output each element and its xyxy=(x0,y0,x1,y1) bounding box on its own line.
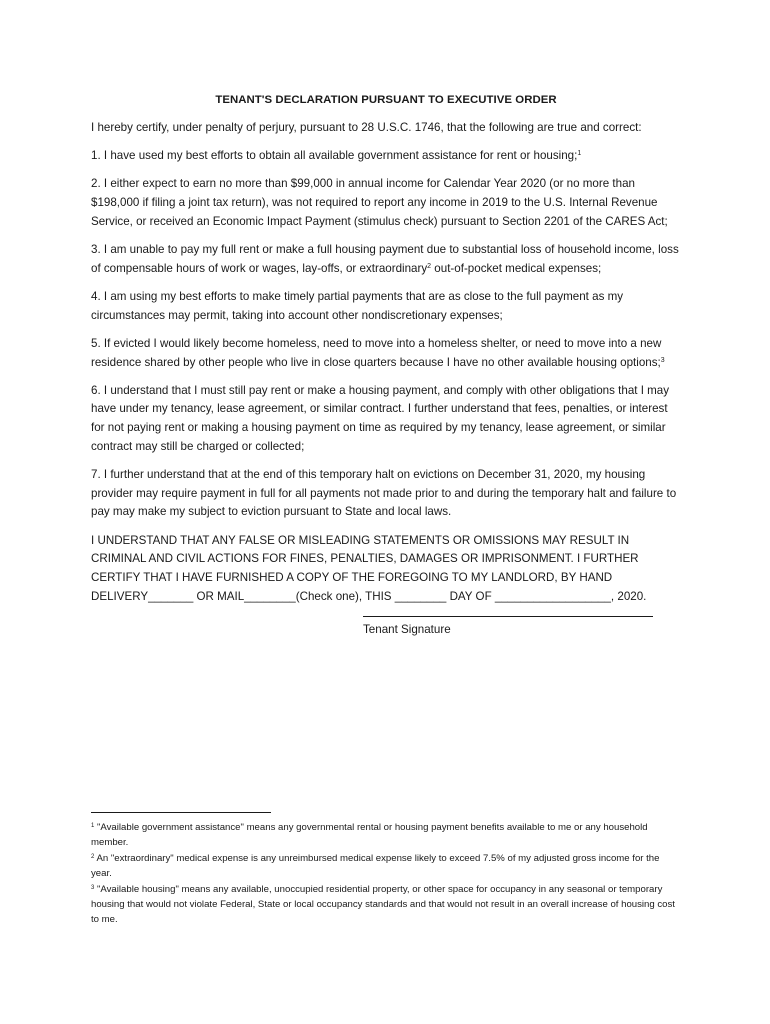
signature-block xyxy=(363,616,653,639)
declaration-item-4: 4. I am using my best efforts to make timely partial payments that are as close to the full payment as my circumstances may permit, taking into account other nondiscretionary expenses; xyxy=(91,289,624,322)
footnote-ref-1: 1 xyxy=(577,150,582,158)
declaration-item-1: 1. I have used my best efforts to obtain all available government assistance for rent or housing;$^1$ xyxy=(91,149,582,163)
declaration-item-2: 2. I either expect to earn no more than $99,000 in annual income for Calendar Year 2020 (or no more than $198,000 if filing a joint tax return), was not required to report any income in 2019 to the U.S. Internal Revenue Service, or received an Economic Impact Payment (stimulus check) pursuant to Section 2201 of the CARES Act; xyxy=(91,177,668,228)
signature-label: Tenant Signature xyxy=(363,622,451,636)
declaration-item-5: 5. If evicted I would likely become homeless, need to move into a homeless shelter, or need to move into a new residence shared by other people who live in close quarters because I have no other available housing options;$^3$ xyxy=(91,336,665,369)
declaration-item-7: 7. I further understand that at the end of this temporary halt on evictions on December 31, 2020, my housing provider may require payment in full for all payments not made prior to and during the temporary halt and failure to pay may make my subject to eviction pursuant to State and local laws. xyxy=(91,468,677,519)
declaration-item-3: 3. I am unable to pay my full rent or make a full housing payment due to substantial loss of household income, loss of compensable hours of work or wages, lay-offs, or extraordinary$^2$ out-of-pocket medical expenses; xyxy=(91,243,679,275)
document-title: TENANT'S DECLARATION PURSUANT TO EXECUTIVE ORDER xyxy=(215,94,557,106)
intro-paragraph: I hereby certify, under penalty of perjury, pursuant to 28 U.S.C. 1746, that the following are true and correct: xyxy=(91,121,642,134)
footnote-1: $^1$ "Available government assistance" means any governmental rental or housing payment benefits available to me or any household member. xyxy=(91,822,648,849)
footnote-divider xyxy=(91,812,271,813)
footnote-3: $^3$ "Available housing" means any available, unoccupied residential property, or other space for occupancy in any seasonal or temporary housing that would not violate Federal, State or local occupancy standards and that would not result in an overall increase of housing cost to me. xyxy=(91,883,675,926)
footnote-2: $^2$ An "extraordinary" medical expense is any unreimbursed medical expense likely to exceed 7.5% of my adjusted gross income for the year. xyxy=(91,852,660,880)
footnote-ref-3: 3 xyxy=(660,356,665,364)
footnote-ref-2: 2 xyxy=(427,262,432,270)
signature-line[interactable] xyxy=(363,616,653,617)
document-body xyxy=(91,94,681,639)
warning-paragraph: I UNDERSTAND THAT ANY FALSE OR MISLEADING STATEMENTS OR OMISSIONS MAY RESULT IN CRIMINAL AND CIVIL ACTIONS FOR FINES, PENALTIES, DAMAGES OR IMPRISONMENT. I FURTHER CERTIFY THAT I HAVE FURNISHED A COPY OF THE FOREGOING TO MY LANDLORD, BY HAND DELIVERY_______ OR MAIL________(Check one), THIS ________ DAY OF __________________, 2020. xyxy=(91,533,647,603)
declaration-item-6: 6. I understand that I must still pay rent or make a housing payment, and comply with other obligations that I may have under my tenancy, lease agreement, or similar contract. I further understand that fees, penalties, or interest for not paying rent or making a housing payment on time as required by my tenancy, lease agreement, or similar contract may still be charged or collected; xyxy=(91,383,670,453)
footnotes xyxy=(91,820,681,928)
